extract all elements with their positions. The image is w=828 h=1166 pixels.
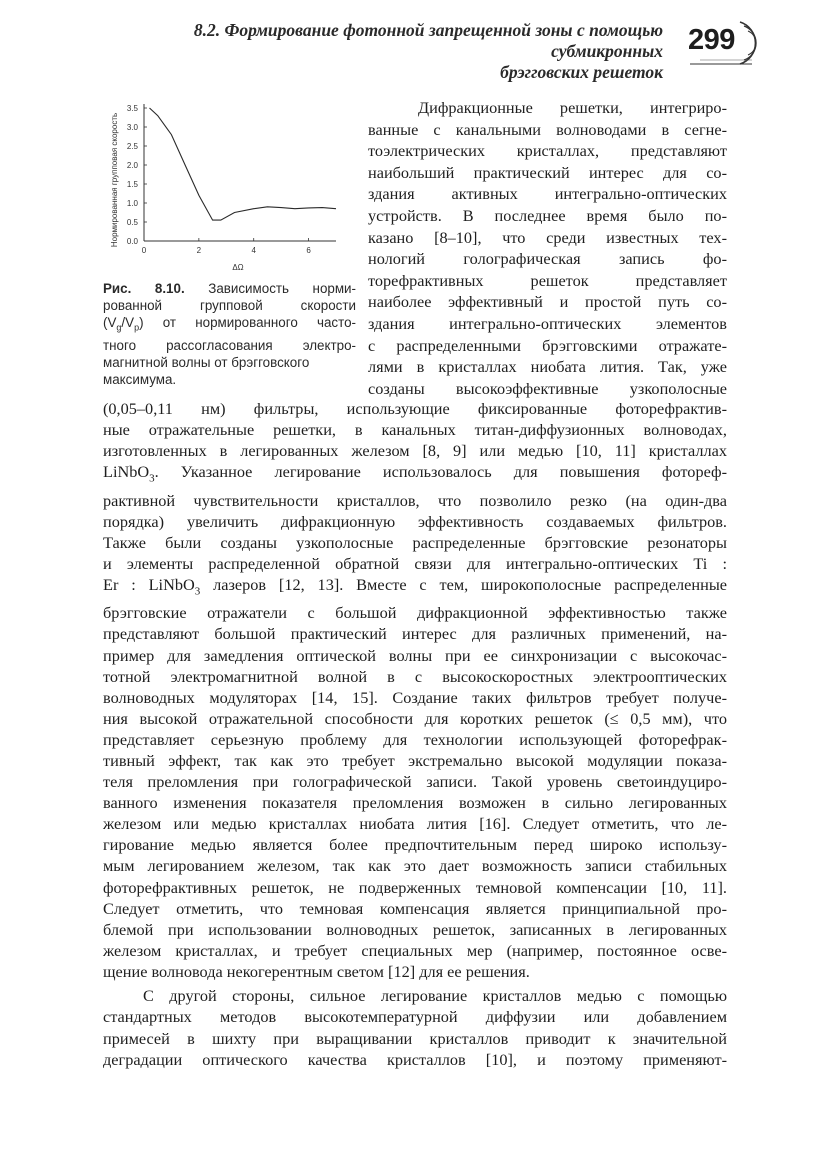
y-tick-label: 3.5 [126,104,138,113]
second-paragraph [103,985,727,1071]
text-line: Также были созданы узкополосные распределенные брэгговские резонаторы [103,532,727,552]
caption-line: рованной групповой скорости [103,298,356,314]
text-line: волноводных модуляторах [14, 15]. Создание таких фильтров требует получе- [103,687,727,707]
x-tick-label: 0 [141,246,147,255]
text-line: примесей в шихту при выращивании кристаллов приводит к значительной [103,1028,727,1048]
text-line: ванного изменения показателя преломления возможен в сильно легированных [103,793,727,813]
text-line: блемой при использовании волноводных решеток, записанных в легированных [103,919,727,939]
text-line: ные отражательные решетки, в канальных титан-диффузионных волноводах, [103,420,727,440]
x-tick-label: 2 [196,246,202,255]
text-line: с распределенными брэгговскими отражате- [368,335,727,355]
text-line: мым легированием железом, так как это дает возможность записи стабильных [103,856,727,876]
text-line: изготовленных в легированных железом [8, 9] или медью [10, 11] кристаллах [103,441,727,461]
caption-label: Рис. 8.10. [103,281,185,296]
text-line: здания интегрально-оптических элементов [368,313,727,333]
x-tick-labels [142,246,312,255]
text-line: фоторефрактивных решеток, не подверженных темновой компенсации [10, 11]. [103,877,727,897]
text-line: казано [8–10], что среди известных тех- [368,227,727,247]
text-line: пример для замедления оптической волны при ее синхронизации с высокочас- [103,645,727,665]
text-line: ванные с канальными волноводами в сегне- [368,119,727,139]
text-line: тивный эффект, так как это требует экстремально высокой модуляции показа- [103,751,727,770]
text-line: созданы высокоэффективные узкополосные [368,378,727,398]
text-line: тоэлектрических кристаллах, представляют [368,141,727,161]
y-tick-label: 0.5 [126,218,138,227]
text-line: щение волновода некогерентным светом [12] для ее решения. [103,961,530,981]
y-tick-labels [127,104,139,246]
group-velocity-chart [110,100,348,280]
caption-line: магнитной волны от брэгговского [103,355,310,371]
caption-line: максимума. [103,372,177,388]
x-axis-label: ΔΩ [232,263,244,272]
text-line: железом или медью кристаллах ниобата лития [16]. Следует отметить, что ле- [103,814,727,834]
caption-line: Рис. 8.10. Зависимость норми- [103,281,356,296]
text-line: ния высокой отражательной способности для коротких решеток (≤ 0,5 мм), что [103,708,727,728]
text-line: наибольший практический интерес для со- [368,162,727,182]
y-axis-label: Нормированная групповая скорость [110,112,119,248]
text-line: Следует отметить, что темновая компенсация является принципиальной про- [103,898,727,918]
text-line: Дифракционные решетки, интегриро- [418,98,727,117]
text-line: лями в кристаллах ниобата лития. Так, уже [368,357,727,377]
y-tick-label: 2.5 [126,142,138,151]
running-header-line1: 8.2. Формирование фотонной запрещенной зоны с помощью субмикронных [193,20,663,61]
text-line: брэгговские отражатели с большой дифракционной эффективностью также [103,603,727,623]
text-line: (0,05–0,11 нм) фильтры, использующие фиксированные фоторефрактив- [103,399,727,418]
y-tick-label: 0.0 [126,237,138,246]
caption-line: тного рассогласования электро- [103,337,356,353]
text-line: LiNbO$_3$. Указанное легирование использовалось для повышения фотореф- [103,462,727,485]
text-line: рактивной чувствительности кристаллов, что позволило резко (на один-два [103,490,727,510]
running-header [103,20,663,83]
x-tick-label: 6 [306,246,311,255]
text-line: деградации оптического качества кристаллов [10], и поэтому применяют- [103,1050,727,1070]
text-line: и элементы распределенной обратной связи для интегрально-оптических Ti : [103,553,727,573]
text-line: нологий голографическая запись фо- [368,249,727,269]
running-header-line2: брэгговских решеток [500,62,663,82]
y-tick-label: 2.0 [126,161,138,170]
caption-line: $(V_g/V_p)$ от нормированного часто- [103,315,356,333]
right-column-text [368,97,727,399]
series-line [150,108,337,220]
page-number: 299 [688,24,735,56]
chart-axes [144,104,336,241]
text-line: наиболее эффективный и простой путь со- [368,292,727,312]
text-line: стандартных методов высокотемпературной диффузии или добавлением [103,1007,727,1027]
text-line: железом кристаллах, и требует специальных мер (например, постоянное осве- [103,940,727,960]
text-line: устройств. В последнее время было по- [368,205,727,225]
x-tick-label: 4 [251,246,256,255]
y-tick-label: 1.5 [126,180,138,189]
text-line: представляют большой практический интерес для различных применений, на- [103,624,727,644]
text-line: тотной электромагнитной волной в с высокоскоростных электрооптических [103,666,727,686]
text-line: С другой стороны, сильное легирование кристаллов медью с помощью [143,986,727,1005]
main-paragraph [103,398,727,982]
text-line: теля преломления при голографической записи. Такой уровень светоиндуциро- [103,772,727,792]
text-line: гирование медью является более предпочтительным перед широко использу- [103,835,727,855]
chart-series [150,108,337,220]
text-line: здания активных интегрально-оптических [368,184,727,204]
text-line: порядка) увеличить дифракционную эффективность создаваемых фильтров. [103,511,727,531]
page-number-block [686,18,756,66]
figure-8-10 [110,100,348,280]
figure-caption [103,280,356,388]
text-line: представляет серьезную проблему для технологии использующей фоторефрак- [103,729,727,749]
y-tick-label: 1.0 [126,199,138,208]
y-tick-label: 3.0 [126,123,138,132]
text-line: торефрактивных решеток представляет [368,270,727,290]
text-line: Er : LiNbO$_3$ лазеров [12, 13]. Вместе с тем, широкополосные распределенные [103,575,727,598]
